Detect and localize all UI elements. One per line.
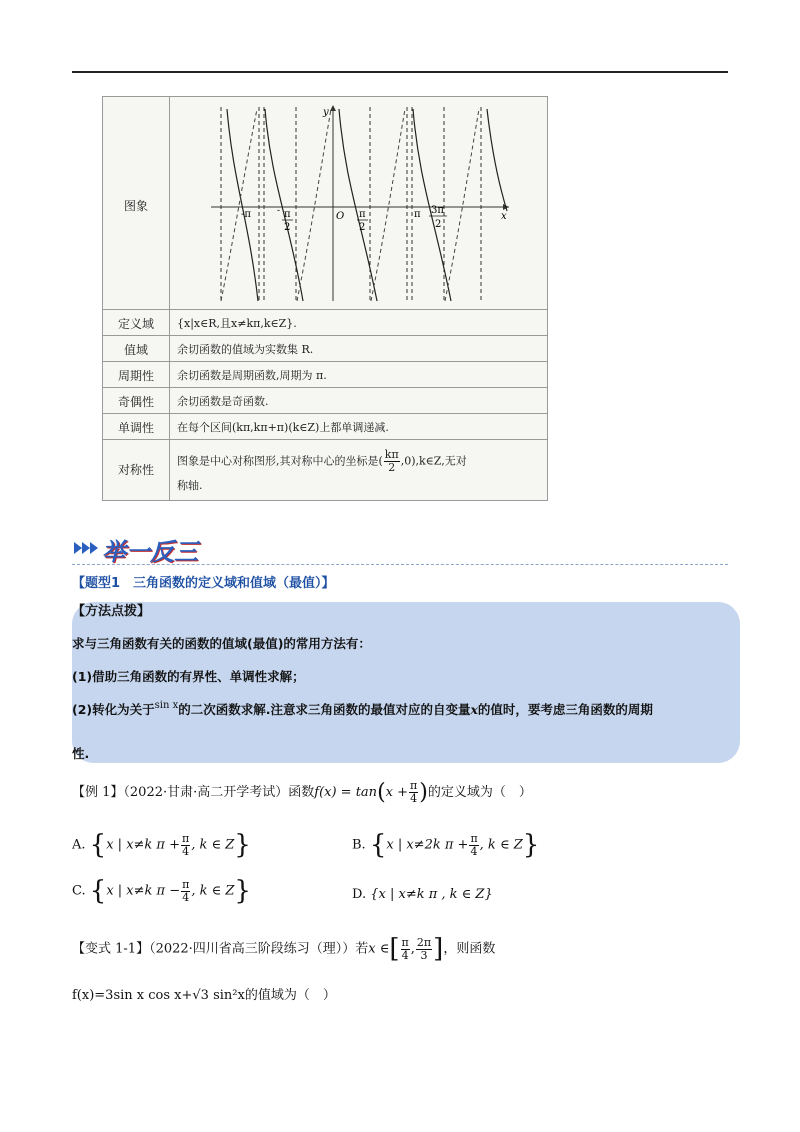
row-label-range: 值域 xyxy=(123,343,148,357)
tick-neg-half-pi-sign: - xyxy=(277,206,281,216)
row-label-graph: 图象 xyxy=(123,199,148,213)
option-d[interactable]: D. {x | x≠k π , k ∈ Z} xyxy=(352,887,493,902)
row-parity-content: 余切函数是奇函数. xyxy=(177,395,269,408)
cot-graph xyxy=(211,101,511,304)
tick-3half-pi-n: 3π xyxy=(431,205,444,216)
banner-underline xyxy=(72,564,728,566)
row-symmetry-content-2: 称轴. xyxy=(177,479,203,492)
row-label-period: 周期性 xyxy=(117,369,154,383)
row-monotonic-content: 在每个区间(kπ,kπ+π)(k∈Z)上都单调递减. xyxy=(177,421,389,434)
tip-line-4: 性. xyxy=(72,746,90,761)
row-label-domain: 定义域 xyxy=(117,317,154,331)
tick-neg-half-pi-n: π xyxy=(284,209,291,220)
tick-neg-pi: -π xyxy=(241,209,251,220)
tick-pi: π xyxy=(414,209,421,220)
option-a[interactable]: A. {x | x≠k π + $\frac{\pi}{4}$ , k ∈ Z} xyxy=(72,830,251,860)
tick-neg-half-pi-d: 2 xyxy=(284,222,291,233)
x-axis-label: x xyxy=(501,211,507,222)
tick-half-pi-n: π xyxy=(359,209,366,220)
row-label-parity: 奇偶性 xyxy=(117,395,154,409)
origin-label: O xyxy=(336,211,345,222)
tip-line-2: (1)借助三角函数的有界性、单调性求解； xyxy=(72,669,305,684)
row-range-content: 余切函数的值域为实数集 R. xyxy=(177,343,314,356)
tip-line-3: (2)转化为关于$^{sin x}$的二次函数求解.注意求三角函数的最值对应的自变量x的值时，要考虑三角函数的周期 xyxy=(72,700,653,717)
cot-property-table xyxy=(102,96,548,501)
tip-line-1: 求与三角函数有关的函数的值域(最值)的常用方法有： xyxy=(72,636,371,651)
row-symmetry-content: 图象是中心对称图形,其对称中心的坐标是( $\frac{k\pi}{2}$ ,0),k∈Z,无对 xyxy=(177,448,467,474)
example-1-stem: 【例 1】（2022·甘肃·高二开学考试）函数f(x) = tan(x + $\frac{\pi}{4}$ )的定义域为（ ） xyxy=(72,779,532,805)
section-banner xyxy=(72,530,212,564)
option-b[interactable]: B. {x | x≠2k π + $\frac{\pi}{4}$ , k ∈ Z} xyxy=(352,830,540,860)
header-rule xyxy=(72,71,728,73)
variant-1-1-function: f(x)=3sin x cos x+√3 sin²x的值域为（ ） xyxy=(72,988,336,1003)
row-period-content: 余切函数是周期函数,周期为 π. xyxy=(177,369,327,382)
method-tips-heading: 【方法点拨】 xyxy=(72,604,151,619)
banner-text: 举一反三 xyxy=(102,538,198,566)
option-c[interactable]: C. {x | x≠k π − $\frac{\pi}{4}$ , k ∈ Z} xyxy=(72,876,251,906)
tick-3half-pi-d: 2 xyxy=(435,219,442,230)
variant-1-1-stem: 【变式 1-1】（2022·四川省高三阶段练习（理））若x ∈[ $\frac{\pi}{4}$ , $\frac{2\pi}{3}$ ]，则函数 xyxy=(72,934,496,964)
y-axis-label: y xyxy=(323,107,329,118)
row-label-symmetry: 对称性 xyxy=(117,463,154,477)
topic-heading: 【题型1 三角函数的定义域和值域（最值）】 xyxy=(72,576,335,591)
tick-half-pi-d: 2 xyxy=(359,222,366,233)
row-label-monotonic: 单调性 xyxy=(117,421,154,435)
row-domain-content: {x|x∈R,且x≠kπ,k∈Z}. xyxy=(177,317,297,330)
